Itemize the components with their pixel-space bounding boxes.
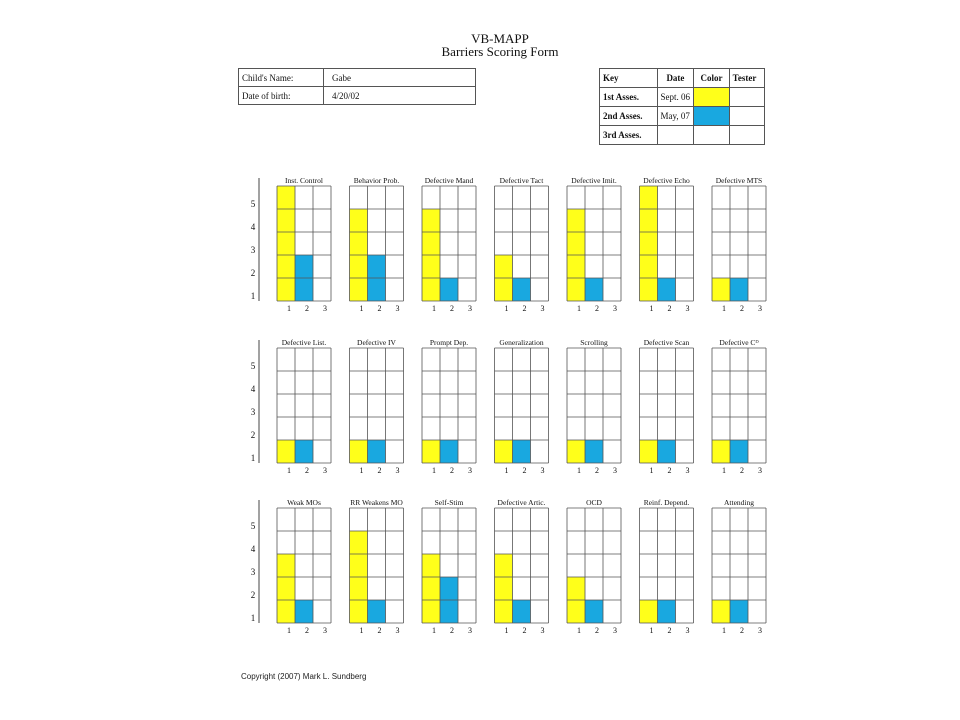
- x-tick-label: 2: [595, 466, 599, 475]
- x-tick-label: 1: [432, 626, 436, 635]
- x-tick-label: 3: [395, 466, 400, 475]
- x-tick-label: 3: [758, 304, 762, 313]
- bar-defective-mts-assessment-2: [730, 278, 748, 301]
- x-tick-label: 1: [287, 626, 291, 635]
- x-tick-label: 3: [613, 626, 617, 635]
- x-tick-label: 3: [468, 304, 472, 313]
- bar-rr-weakens-mo-assessment-2: [368, 600, 386, 623]
- x-tick-label: 2: [305, 466, 309, 475]
- chart-title-7: Defective MTS: [715, 176, 763, 185]
- y-tick-label: 4: [250, 544, 256, 554]
- x-tick-label: 1: [649, 304, 654, 313]
- bar-scrolling-assessment-2: [585, 440, 603, 463]
- x-tick-label: 1: [649, 626, 654, 635]
- chart-title-6: Defective Echo: [643, 176, 690, 185]
- chart-title-5: Defective Imit.: [571, 176, 617, 185]
- y-tick-label: 2: [250, 430, 256, 440]
- x-tick-label: 1: [359, 466, 364, 475]
- x-tick-label: 3: [468, 466, 472, 475]
- key-row-3-label: 3rd Asses.: [600, 126, 658, 145]
- chart-title-15: Weak MOs: [287, 498, 321, 507]
- x-tick-label: 2: [667, 466, 672, 475]
- x-tick-label: 3: [323, 466, 327, 475]
- x-tick-label: 2: [740, 466, 744, 475]
- date-header: Date: [657, 69, 694, 88]
- x-tick-label: 2: [522, 304, 527, 313]
- chart-title-4: Defective Tact: [499, 176, 544, 185]
- y-tick-label: 5: [250, 521, 256, 531]
- bar-attending-assessment-2: [730, 600, 748, 623]
- child-name-label: Child's Name:: [239, 69, 324, 87]
- bar-generalization-assessment-2: [513, 440, 531, 463]
- bar-defective-echo-assessment-2: [658, 278, 676, 301]
- x-tick-label: 3: [323, 626, 327, 635]
- x-tick-label: 1: [577, 466, 581, 475]
- x-tick-label: 3: [468, 626, 472, 635]
- x-tick-label: 2: [450, 304, 454, 313]
- x-tick-label: 3: [613, 304, 617, 313]
- tester-header: Tester: [729, 69, 764, 88]
- bar-reinf-depend--assessment-2: [658, 600, 676, 623]
- x-tick-label: 2: [377, 626, 382, 635]
- bar-defective-artic--assessment-1: [495, 554, 513, 623]
- bar-ocd-assessment-2: [585, 600, 603, 623]
- title-line-1: VB-MAPP: [471, 31, 529, 46]
- x-tick-label: 3: [540, 626, 545, 635]
- y-tick-label: 5: [250, 199, 256, 209]
- chart-title-2: Behavior Prob.: [353, 176, 400, 185]
- x-tick-label: 1: [287, 466, 291, 475]
- x-tick-label: 1: [722, 626, 726, 635]
- y-tick-label: 1: [250, 613, 256, 623]
- bar-defective-list--assessment-2: [295, 440, 313, 463]
- y-tick-label: 3: [250, 245, 256, 255]
- chart-title-8: Defective List.: [281, 338, 327, 347]
- chart-title-13: Defective Scan: [643, 338, 690, 347]
- y-tick-label: 1: [250, 291, 256, 301]
- y-tick-label: 4: [250, 222, 256, 232]
- x-tick-label: 1: [504, 626, 509, 635]
- x-tick-label: 1: [649, 466, 654, 475]
- bar-defective-echo-assessment-1: [640, 186, 658, 301]
- bar-self-stim-assessment-1: [422, 554, 440, 623]
- chart-title-20: Reinf. Depend.: [643, 498, 690, 507]
- x-tick-label: 1: [577, 304, 581, 313]
- x-tick-label: 1: [432, 466, 436, 475]
- x-tick-label: 2: [667, 304, 672, 313]
- bar-defective-c--assessment-1: [712, 440, 730, 463]
- key-row-1-label: 1st Asses.: [600, 88, 658, 107]
- bar-defective-list--assessment-1: [277, 440, 295, 463]
- x-tick-label: 3: [758, 626, 762, 635]
- key-header: Key: [600, 69, 658, 88]
- bar-defective-c--assessment-2: [730, 440, 748, 463]
- x-tick-label: 2: [305, 626, 309, 635]
- x-tick-label: 3: [540, 466, 545, 475]
- x-tick-label: 2: [450, 466, 454, 475]
- bar-weak-mos-assessment-1: [277, 554, 295, 623]
- chart-title-19: OCD: [586, 498, 602, 507]
- bar-prompt-dep--assessment-1: [422, 440, 440, 463]
- x-tick-label: 1: [504, 304, 509, 313]
- x-tick-label: 1: [577, 626, 581, 635]
- x-tick-label: 2: [595, 304, 599, 313]
- x-tick-label: 1: [432, 304, 436, 313]
- y-tick-label: 1: [250, 453, 256, 463]
- x-tick-label: 3: [540, 304, 545, 313]
- x-tick-label: 1: [287, 304, 291, 313]
- x-tick-label: 3: [395, 626, 400, 635]
- key-row-2-label: 2nd Asses.: [600, 107, 658, 126]
- y-tick-label: 3: [250, 407, 256, 417]
- key-row-1-date: Sept. 06: [657, 88, 694, 107]
- title-line-2: Barriers Scoring Form: [441, 44, 559, 59]
- copyright-notice: Copyright (2007) Mark L. Sundberg: [241, 672, 367, 681]
- chart-title-10: Prompt Dep.: [429, 338, 469, 347]
- x-tick-label: 2: [522, 626, 527, 635]
- y-tick-label: 2: [250, 268, 256, 278]
- x-tick-label: 2: [740, 626, 744, 635]
- x-tick-label: 3: [323, 304, 327, 313]
- x-tick-label: 1: [359, 626, 364, 635]
- x-tick-label: 2: [740, 304, 744, 313]
- x-tick-label: 2: [595, 626, 599, 635]
- bar-inst-control-assessment-1: [277, 186, 295, 301]
- x-tick-label: 3: [685, 626, 690, 635]
- chart-title-17: Self-Stim: [434, 498, 464, 507]
- bar-defective-artic--assessment-2: [513, 600, 531, 623]
- x-tick-label: 3: [685, 304, 690, 313]
- x-tick-label: 3: [758, 466, 762, 475]
- chart-title-14: Defective Cᴰ: [719, 338, 759, 347]
- bar-defective-iv-assessment-1: [350, 440, 368, 463]
- x-tick-label: 3: [395, 304, 400, 313]
- chart-title-3: Defective Mand: [424, 176, 474, 185]
- x-tick-label: 1: [504, 466, 509, 475]
- x-tick-label: 2: [667, 626, 672, 635]
- bar-attending-assessment-1: [712, 600, 730, 623]
- bar-defective-mand-assessment-2: [440, 278, 458, 301]
- bar-defective-imit--assessment-2: [585, 278, 603, 301]
- bar-defective-scan-assessment-1: [640, 440, 658, 463]
- y-tick-label: 5: [250, 361, 256, 371]
- child-name-value: Gabe: [324, 69, 476, 87]
- chart-title-11: Generalization: [499, 338, 544, 347]
- x-tick-label: 2: [305, 304, 309, 313]
- chart-title-16: RR Weakens MO: [350, 498, 403, 507]
- bar-defective-mts-assessment-1: [712, 278, 730, 301]
- bar-generalization-assessment-1: [495, 440, 513, 463]
- bar-defective-scan-assessment-2: [658, 440, 676, 463]
- chart-title-18: Defective Artic.: [497, 498, 546, 507]
- x-tick-label: 2: [377, 466, 382, 475]
- bar-defective-iv-assessment-2: [368, 440, 386, 463]
- bar-scrolling-assessment-1: [567, 440, 585, 463]
- dob-label: Date of birth:: [239, 87, 324, 105]
- bar-defective-tact-assessment-2: [513, 278, 531, 301]
- x-tick-label: 3: [613, 466, 617, 475]
- bar-prompt-dep--assessment-2: [440, 440, 458, 463]
- x-tick-label: 2: [522, 466, 527, 475]
- key-row-2-date: May, 07: [657, 107, 694, 126]
- chart-title-9: Defective IV: [357, 338, 396, 347]
- bar-weak-mos-assessment-2: [295, 600, 313, 623]
- x-tick-label: 1: [359, 304, 364, 313]
- x-tick-label: 2: [450, 626, 454, 635]
- x-tick-label: 1: [722, 304, 726, 313]
- x-tick-label: 2: [377, 304, 382, 313]
- bar-reinf-depend--assessment-1: [640, 600, 658, 623]
- y-tick-label: 2: [250, 590, 256, 600]
- chart-title-1: Inst. Control: [285, 176, 323, 185]
- chart-title-21: Attending: [724, 498, 754, 507]
- chart-title-12: Scrolling: [580, 338, 608, 347]
- y-tick-label: 4: [250, 384, 256, 394]
- y-tick-label: 3: [250, 567, 256, 577]
- color-header: Color: [694, 69, 729, 88]
- x-tick-label: 3: [685, 466, 690, 475]
- x-tick-label: 1: [722, 466, 726, 475]
- dob-value: 4/20/02: [324, 87, 476, 105]
